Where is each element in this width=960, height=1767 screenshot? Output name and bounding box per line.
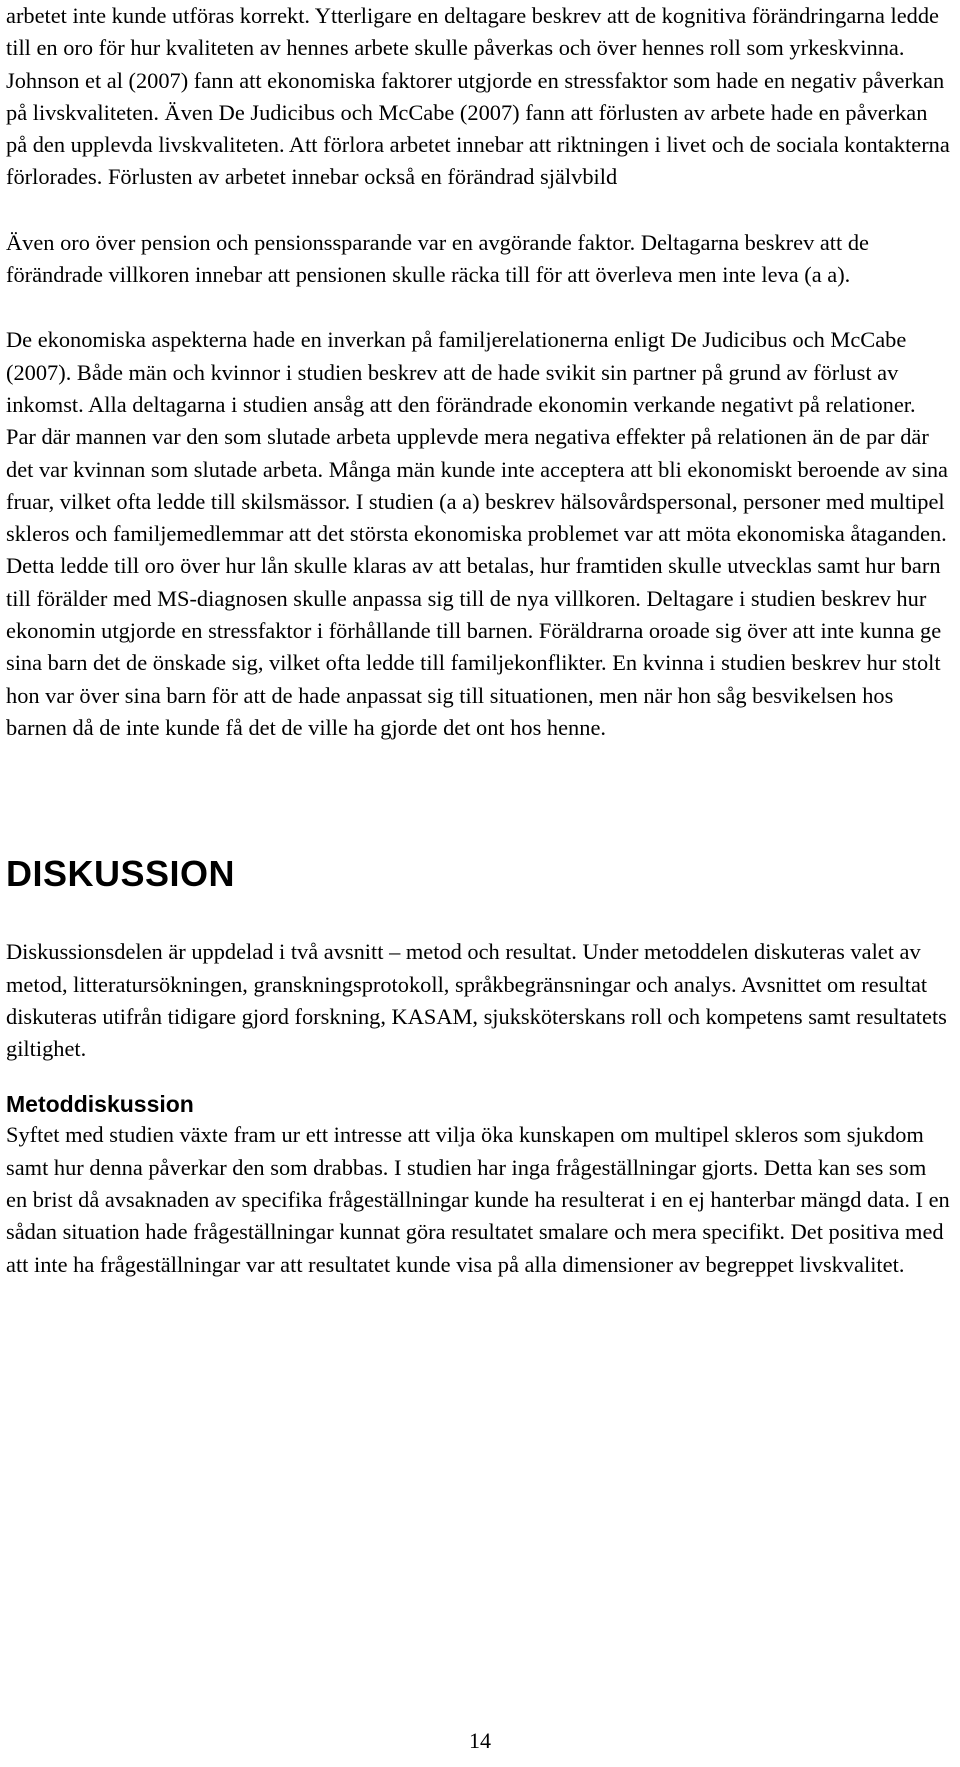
page-number: 14 <box>469 1728 491 1753</box>
subsection-paragraph: Syftet med studien växte fram ur ett intresse att vilja öka kunskapen om multipel skleros som sjukdom samt hur denna påverkar den som drabbas. I studien har inga frågeställningar gjorts. Detta kan ses som en brist då avsaknaden av specifika frågeställningar kunde ha resulterat i en ej hanterbar mängd data. I en sådan situation hade frågeställningar kunnat göra resultatet smalare och mera specifikt. Det positiva med att inte ha frågeställningar var att resultatet kunde visa på alla dimensioner av begreppet livskvalitet. <box>6 1122 950 1277</box>
body-paragraph-2: Även oro över pension och pensionssparande var en avgörande faktor. Deltagarna beskrev att de förändrade villkoren innebar att pensionen skulle räcka till för att överleva men inte leva (a a). <box>6 229 869 288</box>
body-paragraph-1: arbetet inte kunde utföras korrekt. Ytterligare en deltagare beskrev att de kognitiva förändringarna ledde till en oro för hur kvaliteten av hennes arbete skulle påverkas och över hennes roll som yrkeskvinna. Johnson et al (2007) fann att ekonomiska faktorer utgjorde en stressfaktor som hade en negativ påverkan på livskvaliteten. Även De Judicibus och McCabe (2007) fann att förlusten av arbete hade en påverkan på den upplevda livskvaliteten. Att förlora arbetet innebar att riktningen i livet och de sociala kontakterna förlorades. Förlusten av arbetet innebar också en förändrad självbild <box>6 3 950 190</box>
body-paragraph-3: De ekonomiska aspekterna hade en inverkan på familjerelationerna enligt De Judicibus och McCabe (2007). Både män och kvinnor i studien beskrev att de hade svikit sin partner på grund av förlust av inkomst. Alla deltagarna i studien ansåg att den förändrade ekonomin verkande negativt på relationer. Par där mannen var den som slutade arbeta upplevde mera negativa effekter på relationen än de par där det var kvinnan som slutade arbeta. Många män kunde inte acceptera att bli ekonomiskt beroende av sina fruar, vilket ofta ledde till skilsmässor. I studien (a a) beskrev hälsovårdspersonal, personer med multipel skleros och familjemedlemmar att det största ekonomiska problemet var att möta ekonomiska åtaganden. Detta ledde till oro över hur lån skulle klaras av att betalas, hur framtiden skulle utvecklas samt hur barn till förälder med MS-diagnosen skulle anpassa sig till de nya villkoren. Deltagare i studien beskrev hur ekonomin utgjorde en stressfaktor i förhållande till barnen. Föräldrarna oroade sig över att inte kunna ge sina barn det de önskade sig, vilket ofta ledde till familjekonflikter. En kvinna i studien beskrev hur stolt hon var över sina barn för att de hade anpassat sig till situationen, men när hon såg besvikelsen hos barnen då de inte kunde få det de ville ha gjorde det ont hos henne. <box>6 327 948 740</box>
subsection-heading-metoddiskussion: Metoddiskussion <box>6 1091 194 1118</box>
section-intro-paragraph: Diskussionsdelen är uppdelad i två avsnitt – metod och resultat. Under metoddelen diskuteras valet av metod, litteratursökningen, granskningsprotokoll, språkbegränsningar och analys. Avsnittet om resultat diskuteras utifrån tidigare gjord forskning, KASAM, sjuksköterskans roll och kompetens samt resultatets giltighet. <box>6 939 947 1062</box>
document-page <box>6 0 950 1281</box>
section-heading-diskussion: DISKUSSION <box>6 853 236 895</box>
